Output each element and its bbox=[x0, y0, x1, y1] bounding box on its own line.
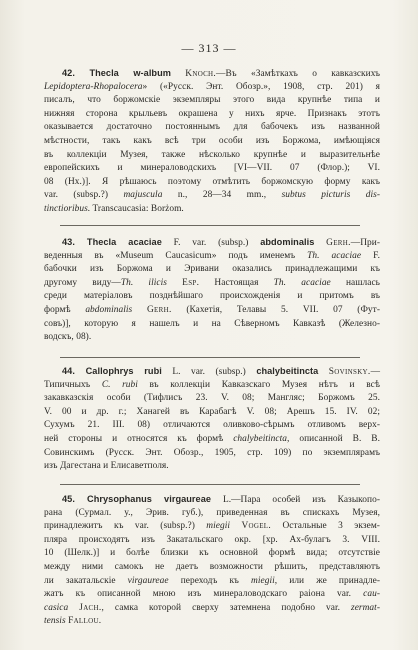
text-line: другому виду—Th. ilicis Esp. Настоящая Th. acaciae нашлась bbox=[44, 277, 380, 288]
text-line: рана (Сурмал. у., Эрив. губ.), приведенная въ спискахъ Музея, bbox=[44, 507, 380, 518]
text-line: 43. Thecla acaciae F. var. (subsp.) abdominalis Gerh.—При- bbox=[62, 237, 380, 248]
entry-44-callophrys-rubi bbox=[44, 365, 380, 474]
text-line: веденныя въ «Museum Caucasicum» подъ именемъ Th. acaciae F. bbox=[44, 250, 380, 261]
section-divider bbox=[60, 484, 360, 485]
text-line: 42. Thecla w-album Knoch.—Въ «Замѣткахъ о кавказскихъ bbox=[62, 68, 380, 79]
text-line: водскъ, 08). bbox=[44, 332, 92, 343]
section-divider bbox=[60, 357, 360, 358]
text-line: среди матеріаловъ позднѣйшаго происхожденія и притомъ въ bbox=[44, 291, 380, 302]
text-line: Сухумъ 21. III. 08) отличаются оливково-сѣрымъ отливомъ верх- bbox=[44, 420, 380, 431]
text-line: casica Jach., самка которой сверху затемнена подобно var. zermat- bbox=[44, 602, 380, 613]
text-line: жатъ къ описанной мною изъ минераловодскаго раіона var. cau- bbox=[44, 589, 380, 600]
text-line: 08 (Нх.)]. Я рѣшаюсь поэтому отмѣтить боржомскую форму какъ bbox=[44, 176, 380, 187]
text-line: V. 00 и др. г.; Ханагей въ Карабагѣ V. 08; Арешъ 15. IV. 02; bbox=[44, 406, 380, 417]
text-line: въ коллекціи Музея, также нѣсколько крупнѣе и выразительнѣе bbox=[44, 149, 380, 160]
text-line: между ними самокъ не даетъ возможности рѣшить, представляютъ bbox=[44, 561, 380, 572]
entry-45-chrysophanus-virgaureae bbox=[44, 493, 380, 629]
text-line: бабочки изъ Боржома и Эривани оказались принадлежащими къ bbox=[44, 264, 380, 275]
text-line: ней стороны и относятся къ формѣ chalybeitincta, описанной В. В. bbox=[44, 433, 380, 444]
text-line: принадлежитъ къ var. (subsp.?) miegii Vogel. Остальные 3 экзем- bbox=[44, 521, 380, 532]
section-divider bbox=[60, 225, 360, 226]
text-line: совъ)], которую я нашелъ и на Сѣверномъ Кавказѣ (Железно- bbox=[44, 318, 380, 329]
text-line: мѣстности, такъ какъ всѣ три особи изъ Боржома, имѣющіяся bbox=[44, 135, 380, 146]
text-line: tinctioribus. Transcaucasia: Borżom. bbox=[44, 203, 184, 214]
text-line: Типичныхъ C. rubi въ коллекціи Кавказскаго Музея нѣтъ и всѣ bbox=[44, 379, 380, 390]
text-line: 44. Callophrys rubi L. var. (subsp.) chalybeitincta Sovinsky.— bbox=[62, 366, 380, 377]
text-line: var. (subsp.?) majuscula n., 28—34 mm., subtus picturis dis- bbox=[44, 190, 381, 201]
text-line: нижняя сторона крыльевъ окрашена у нихъ ярче. Признакъ этотъ bbox=[44, 108, 380, 119]
text-line: 45. Chrysophanus virgaureae L.—Пара особей изъ Казыкопо- bbox=[62, 494, 381, 505]
text-line: европейскихъ и минераловодскихъ [VI—VII. 07 (Флор.); VI. bbox=[44, 163, 380, 174]
text-line: пляра происходятъ изъ Закатальскаго окр. [хр. Ах-булагъ 3. VIII. bbox=[44, 534, 380, 545]
text-line: Совинскимъ (Русск. Энт. Обозр., 1905, стр. 109) по экземплярамъ bbox=[44, 447, 380, 458]
text-line: tensis Fallou. bbox=[44, 616, 102, 627]
text-line: закавказскія особи (Тифлисъ 23. V. 08; Мангляс; Боржомъ 25. bbox=[44, 393, 380, 404]
text-line: ли закатальскіе virgaureae переходъ къ miegii, или же принадле- bbox=[44, 575, 380, 586]
text-line: Lepidoptera-Rhopalocera» («Русск. Энт. Обозр.», 1908, стр. 201) я bbox=[44, 81, 380, 92]
text-line: изъ Дагестана и Елисаветполя. bbox=[44, 461, 169, 472]
text-line: оказывается достаточно постояннымъ для бабочекъ изъ названной bbox=[44, 122, 380, 133]
text-line: формѣ abdominalis Gerh. (Кахетія, Телавы 5. VII. 07 (Фут- bbox=[44, 304, 380, 315]
entry-42-thecla-w-album bbox=[44, 67, 380, 217]
text-line: писалъ, что боржомскіе экземпляры этого вида крупнѣе типа и bbox=[44, 95, 380, 106]
entry-43-thecla-acaciae bbox=[44, 236, 380, 345]
page-number: — 313 — bbox=[181, 41, 237, 55]
text-line: 10 (Шелк.)] и болѣе близки къ основной формѣ вида; отсутствіе bbox=[44, 548, 380, 559]
